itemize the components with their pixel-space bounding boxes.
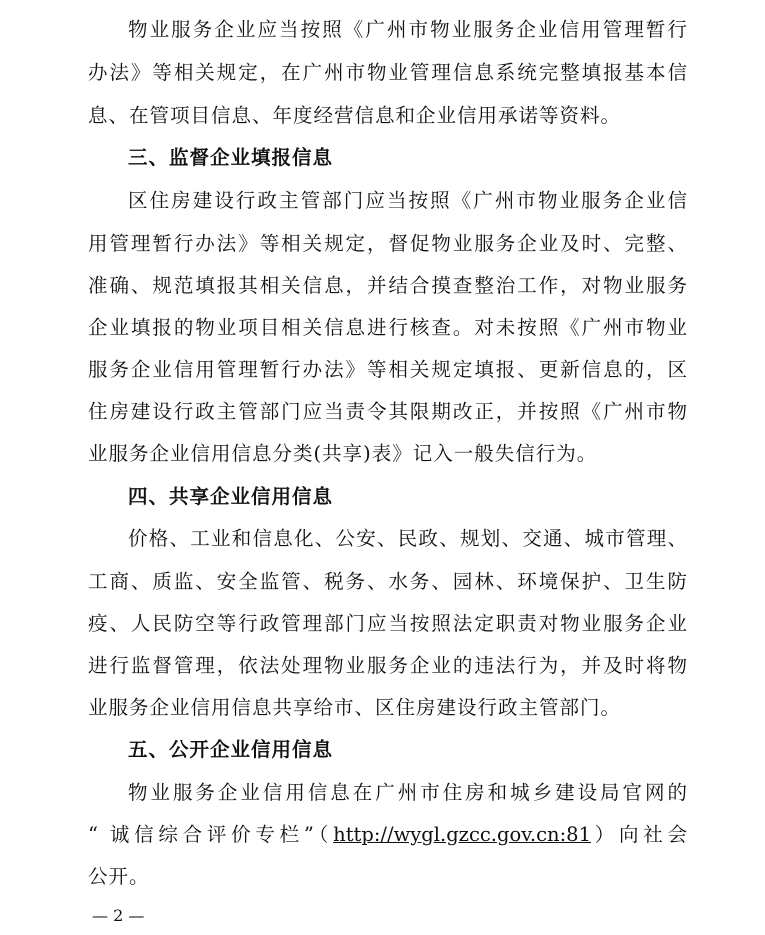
paragraph-line: 工商、质监、安全监管、税务、水务、园林、环境保护、卫生防 — [88, 570, 688, 593]
credit-column-link[interactable]: http://wygl.gzcc.gov.cn:81 — [333, 823, 591, 846]
paragraph-line: 准确、规范填报其相关信息，并结合摸查整治工作，对物业服务 — [88, 274, 688, 297]
paragraph-line: 企业填报的物业项目相关信息进行核查。对未按照《广州市物业 — [88, 316, 688, 339]
paragraph-line: 息、在管项目信息、年度经营信息和企业信用承诺等资料。 — [88, 104, 622, 127]
paragraph-line: 住房建设行政主管部门应当责令其限期改正，并按照《广州市物 — [88, 400, 688, 423]
line-suffix: ）向社会 — [590, 823, 688, 846]
section-heading: 四、共享企业信用信息 — [128, 485, 334, 508]
paragraph-line: 价格、工业和信息化、公安、民政、规划、交通、城市管理、 — [128, 527, 688, 550]
paragraph-line: 物业服务企业信用信息在广州市住房和城乡建设局官网的 — [128, 781, 688, 804]
paragraph-line: 区住房建设行政主管部门应当按照《广州市物业服务企业信 — [128, 189, 688, 212]
paragraph-line: 业服务企业信用信息分类(共享)表》记入一般失信行为。 — [88, 442, 598, 465]
page-number: — 2 — — [92, 906, 145, 925]
paragraph-line: 业服务企业信用信息共享给市、区住房建设行政主管部门。 — [88, 696, 622, 719]
paragraph-line: 办法》等相关规定，在广州市物业管理信息系统完整填报基本信 — [88, 61, 688, 84]
section-heading: 三、监督企业填报信息 — [128, 146, 334, 169]
paragraph-line-with-link — [88, 820, 688, 850]
paragraph-line: 物业服务企业应当按照《广州市物业服务企业信用管理暂行 — [128, 18, 688, 41]
paragraph-line: 服务企业信用管理暂行办法》等相关规定填报、更新信息的，区 — [88, 358, 688, 381]
section-heading: 五、公开企业信用信息 — [128, 738, 334, 761]
paragraph-line: 用管理暂行办法》等相关规定，督促物业服务企业及时、完整、 — [88, 232, 688, 255]
paragraph-line: 进行监督管理，依法处理物业服务企业的违法行为，并及时将物 — [88, 654, 688, 677]
paragraph-line: 疫、人民防空等行政管理部门应当按照法定职责对物业服务企业 — [88, 612, 688, 635]
paragraph-line: 公开。 — [88, 865, 150, 888]
line-prefix: “ 诚信综合评价专栏”（ — [88, 823, 334, 846]
